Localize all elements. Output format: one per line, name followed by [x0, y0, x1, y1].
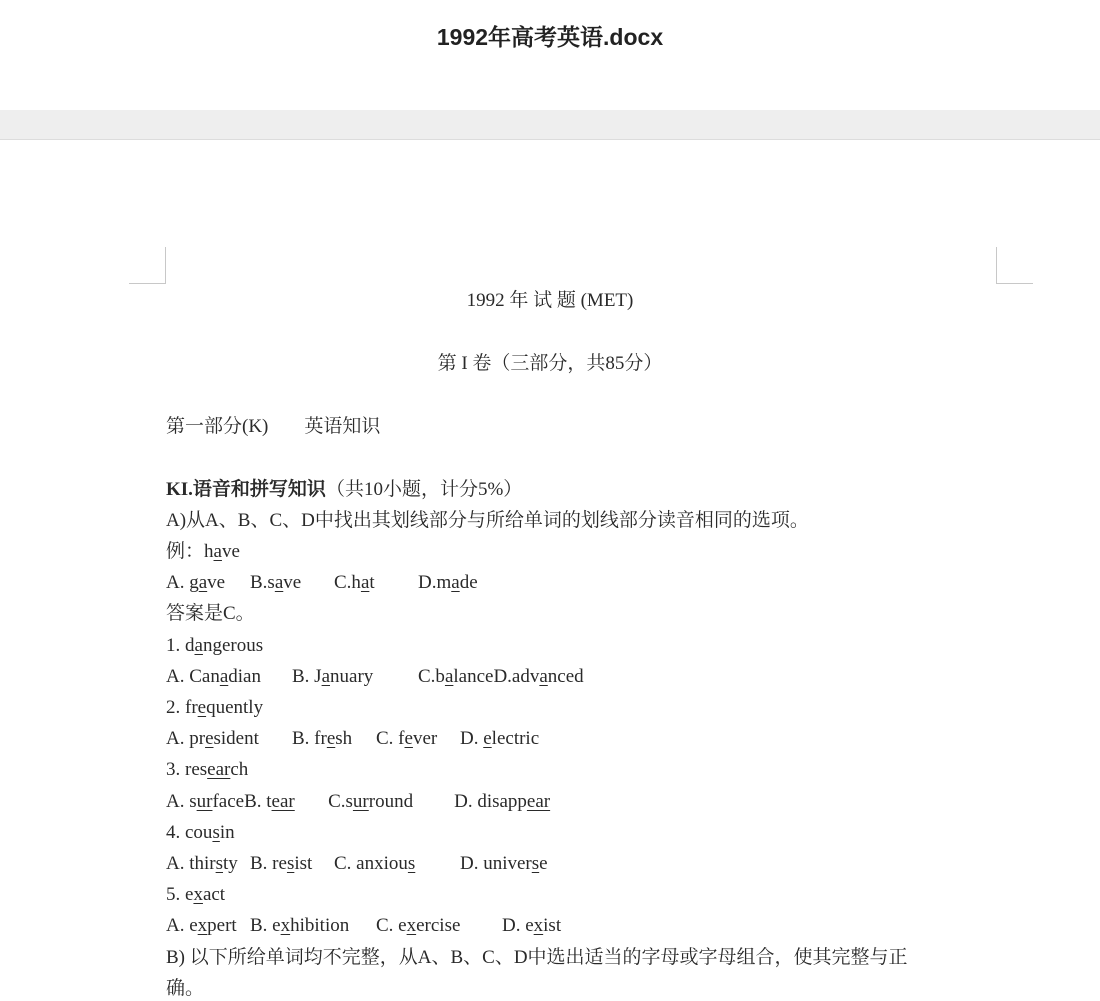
option-item: C.surround — [328, 791, 414, 812]
option-item: C. anxious — [334, 853, 416, 874]
answer-line: 答案是C。 — [166, 603, 255, 624]
example-word: have — [204, 541, 240, 562]
toolbar-band — [0, 110, 1100, 140]
example-line — [166, 540, 240, 564]
example-label: 例： — [166, 541, 205, 562]
option-item: A. expert — [166, 915, 237, 936]
question-options — [166, 665, 584, 689]
option-item: C. exercise — [376, 915, 461, 936]
instruction-a: A)从A、B、C、D中找出其划线部分与所给单词的划线部分读音相同的选项。 — [166, 510, 809, 531]
part-name: 英语知识 — [304, 416, 381, 437]
question-word: 4. cousin — [166, 822, 235, 843]
option-item: B. resist — [250, 853, 313, 874]
option-item: B. exhibition — [250, 915, 350, 936]
option-item: D. electric — [460, 728, 540, 749]
section-note: （共10小题，计分5%） — [325, 479, 523, 500]
example-option: A. gave — [166, 572, 226, 593]
option-item: A. thirsty — [166, 853, 238, 874]
part-label: 第一部分(K) — [166, 416, 269, 437]
question-options — [166, 852, 548, 876]
margin-corner-top-right — [996, 247, 1033, 284]
example-options — [166, 571, 478, 595]
option-item: A. president — [166, 728, 259, 749]
section-heading — [166, 478, 522, 502]
instruction-b: B) 以下所给单词均不完整，从A、B、C、D中选出适当的字母或字母组合，使其完整与正 — [166, 947, 908, 968]
volume-heading: 第 I 卷（三部分，共85分） — [437, 353, 663, 374]
option-item: C. fever — [376, 728, 438, 749]
option-item: B. tear — [244, 791, 295, 812]
question-word: 2. frequently — [166, 697, 264, 718]
example-option: D.made — [418, 572, 478, 593]
option-item: A. Canadian — [166, 666, 261, 687]
option-item: D.advanced — [493, 666, 584, 687]
document-page — [0, 140, 1100, 999]
option-item: D. disappear — [454, 791, 551, 812]
option-item: B. January — [292, 666, 374, 687]
instruction-b-continued: 确。 — [166, 978, 205, 999]
margin-corner-top-left — [129, 247, 166, 284]
example-option: B.save — [250, 572, 302, 593]
document-title: 1992年高考英语.docx — [436, 24, 664, 50]
option-item: D. universe — [460, 853, 548, 874]
option-item: C.balance — [418, 666, 494, 687]
exam-heading: 1992 年 试 题 (MET) — [466, 290, 634, 311]
option-item: A. surface — [166, 791, 245, 812]
example-option: C.hat — [334, 572, 375, 593]
question-word: 3. research — [166, 759, 249, 780]
question-options — [166, 790, 550, 814]
option-item: B. fresh — [292, 728, 353, 749]
question-options — [166, 727, 539, 751]
part-heading — [166, 415, 380, 439]
option-item: D. exist — [502, 915, 562, 936]
question-word: 5. exact — [166, 884, 226, 905]
question-word: 1. dangerous — [166, 635, 264, 656]
title-bar — [0, 0, 1100, 110]
question-options — [166, 914, 561, 938]
section-title: KI.语音和拼写知识 — [166, 479, 326, 500]
